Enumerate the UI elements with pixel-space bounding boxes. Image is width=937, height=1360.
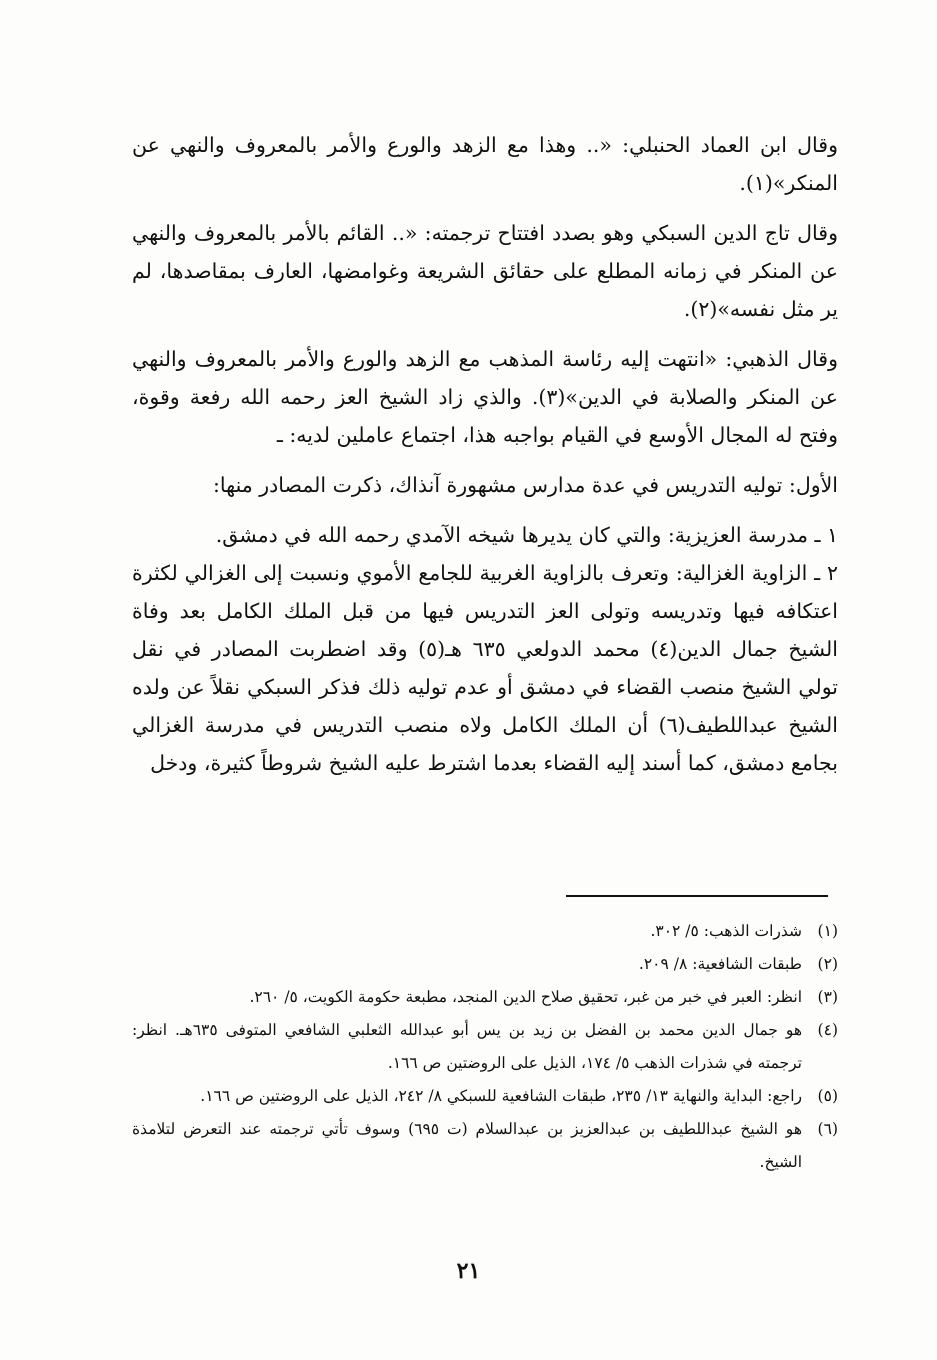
- list-item-aziziyya: ١ ـ مدرسة العزيزية: والتي كان يديرها شيخه الآمدي رحمه الله في دمشق.: [215, 523, 838, 547]
- paragraph-first-factor: الأول: توليه التدريس في عدة مدارس مشهورة آنذاك، ذكرت المصادر منها:: [212, 473, 838, 497]
- footnote-number: (١): [817, 922, 838, 940]
- footnote-text: شذرات الذهب: ٥/ ٣٠٢.: [650, 922, 802, 940]
- footnote-1: [132, 915, 838, 948]
- footnote-text: راجع: البداية والنهاية ١٣/ ٢٣٥، طبقات الشافعية للسبكي ٨/ ٢٤٢، الذيل على الروضتين ص ١٦٦.: [200, 1087, 802, 1105]
- footnote-2: [132, 948, 838, 981]
- footnote-text: طبقات الشافعية: ٨/ ٢٠٩.: [638, 955, 802, 973]
- footnote-text: هو جمال الدين محمد بن الفضل بن زيد بن يس أبو عبدالله الثعلبي الشافعي المتوفى ٦٣٥هـ. انظر: ترجمته في شذرات الذهب ٥/ ١٧٤، الذيل على الروضتين ص ١٦٦.: [132, 1021, 803, 1072]
- footnote-number: (٤): [817, 1021, 838, 1039]
- footnote-5: [132, 1080, 838, 1113]
- footnote-number: (٣): [817, 988, 838, 1006]
- footnote-3: [132, 981, 838, 1014]
- footnote-divider: [566, 895, 828, 897]
- paragraph-taj-al-subki: وقال تاج الدين السبكي وهو بصدد افتتاح ترجمته: «.. القائم بالأمر بالمعروف والنهي عن المنكر في زمانه المطلع على حقائق الشريعة وغوامضها، العارف بمقاصدها، لم ير مثل نفسه»(٢).: [132, 221, 838, 321]
- footnotes: [132, 915, 838, 1179]
- paragraph-ibn-al-imad: وقال ابن العماد الحنبلي: «.. وهذا مع الزهد والورع والأمر بالمعروف والنهي عن المنكر»(١).: [132, 133, 838, 195]
- footnote-6: [132, 1113, 838, 1179]
- footnote-number: (٦): [817, 1120, 838, 1138]
- footnote-number: (٥): [817, 1087, 838, 1105]
- main-text: [132, 126, 838, 782]
- page-number: ٢١: [456, 1258, 481, 1284]
- footnote-4: [132, 1014, 838, 1080]
- list-item-ghazaliyya: ٢ ـ الزاوية الغزالية: وتعرف بالزاوية الغربية للجامع الأموي ونسبت إلى الغزالي لكثرة اعتكافه فيها وتدريسه وتولى العز التدريس فيها من قبل الملك الكامل بعد وفاة الشيخ جمال الدين(٤) محمد الدولعي ٦٣٥ هـ(٥) وقد اضطربت المصادر في نقل تولي الشيخ منصب القضاء في دمشق أو عدم توليه ذلك فذكر السبكي نقلاً عن ولده الشيخ عبداللطيف(٦) أن الملك الكامل ولاه منصب التدريس في مدرسة الغزالي بجامع دمشق، كما أسند إليه القضاء بعدما اشترط عليه الشيخ شروطاً كثيرة، ودخل: [132, 561, 839, 775]
- footnote-text: انظر: العبر في خبر من غبر، تحقيق صلاح الدين المنجد، مطبعة حكومة الكويت، ٥/ ٢٦٠.: [249, 988, 802, 1006]
- footnote-number: (٢): [817, 955, 838, 973]
- paragraph-al-dhahabi: وقال الذهبي: «انتهت إليه رئاسة المذهب مع الزهد والورع والأمر بالمعروف والنهي عن المنكر والصلابة في الدين»(٣). والذي زاد الشيخ العز رحمه الله رفعة وقوة، وفتح له المجال الأوسع في القيام بواجبه هذا، اجتماع عاملين لديه: ـ: [132, 347, 839, 447]
- footnote-text: هو الشيخ عبداللطيف بن عبدالعزيز بن عبدالسلام (ت ٦٩٥) وسوف تأتي ترجمته عند التعرض لتلامذة الشيخ.: [132, 1120, 802, 1171]
